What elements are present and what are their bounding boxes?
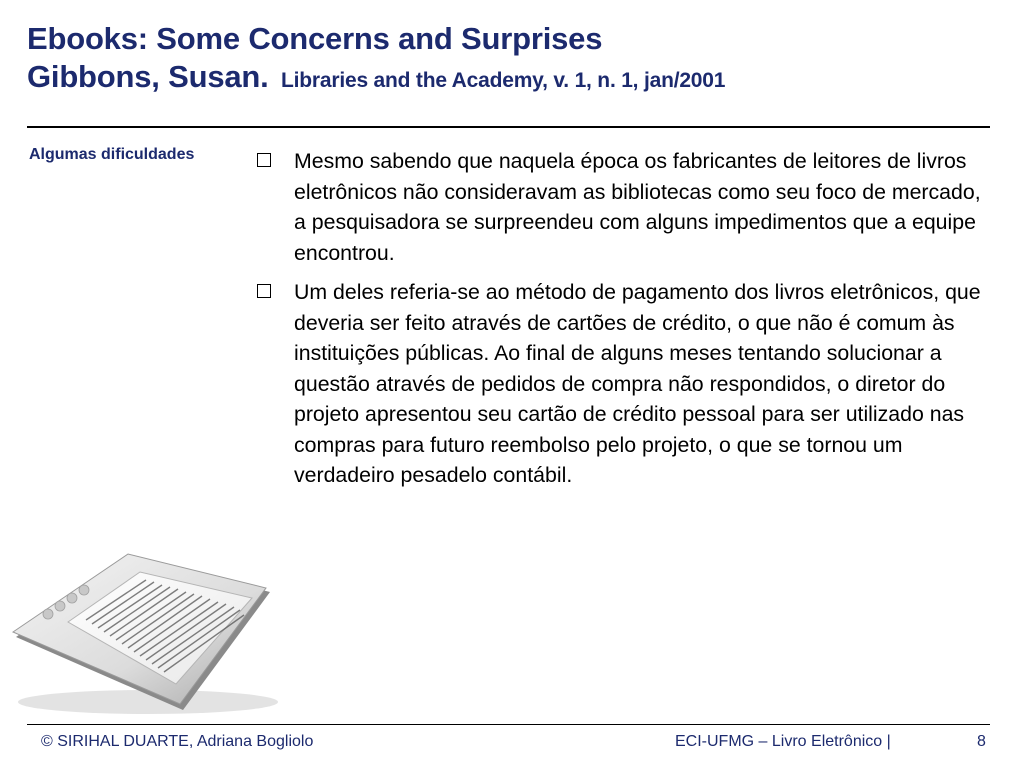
slide-title: Ebooks: Some Concerns and Surprises <box>27 21 603 56</box>
side-label: Algumas dificuldades <box>29 146 195 163</box>
top-divider <box>27 126 990 128</box>
footer-course: ECI-UFMG – Livro Eletrônico | <box>675 733 891 750</box>
bullet-item <box>257 146 997 268</box>
slide-subtitle <box>27 58 725 100</box>
bottom-divider <box>27 724 990 725</box>
footer-copyright: © SIRIHAL DUARTE, Adriana Bogliolo <box>41 733 314 750</box>
bullet-text: Um deles referia-se ao método de pagamento dos livros eletrônicos, que deveria ser feito através de cartões de crédito, o que não é comum às instituições públicas. Ao final de alguns meses tentando solucionar a questão através de pedidos de compra não respondidos, o diretor do projeto apresentou seu cartão de crédito pessoal para ser utilizado nas compras para futuro reembolso pelo projeto, o que se tornou um verdadeiro pesadelo contábil. <box>294 280 981 487</box>
bullet-text: Mesmo sabendo que naquela época os fabricantes de leitores de livros eletrônicos não consideravam as bibliotecas como seu foco de mercado, a pesquisadora se surpreendeu com alguns impedimentos que a equipe encontrou. <box>294 149 981 265</box>
bullet-list <box>257 146 997 500</box>
slide-title-block <box>27 20 725 100</box>
checkbox-bullet-icon <box>257 284 271 298</box>
bullet-item <box>257 277 997 491</box>
subtitle-author: Gibbons, Susan. <box>27 59 269 94</box>
subtitle-citation: Libraries and the Academy, v. 1, n. 1, jan/2001 <box>281 69 726 92</box>
footer-page-number: 8 <box>977 733 986 750</box>
checkbox-bullet-icon <box>257 153 271 167</box>
ebook-reader-icon <box>8 552 278 717</box>
